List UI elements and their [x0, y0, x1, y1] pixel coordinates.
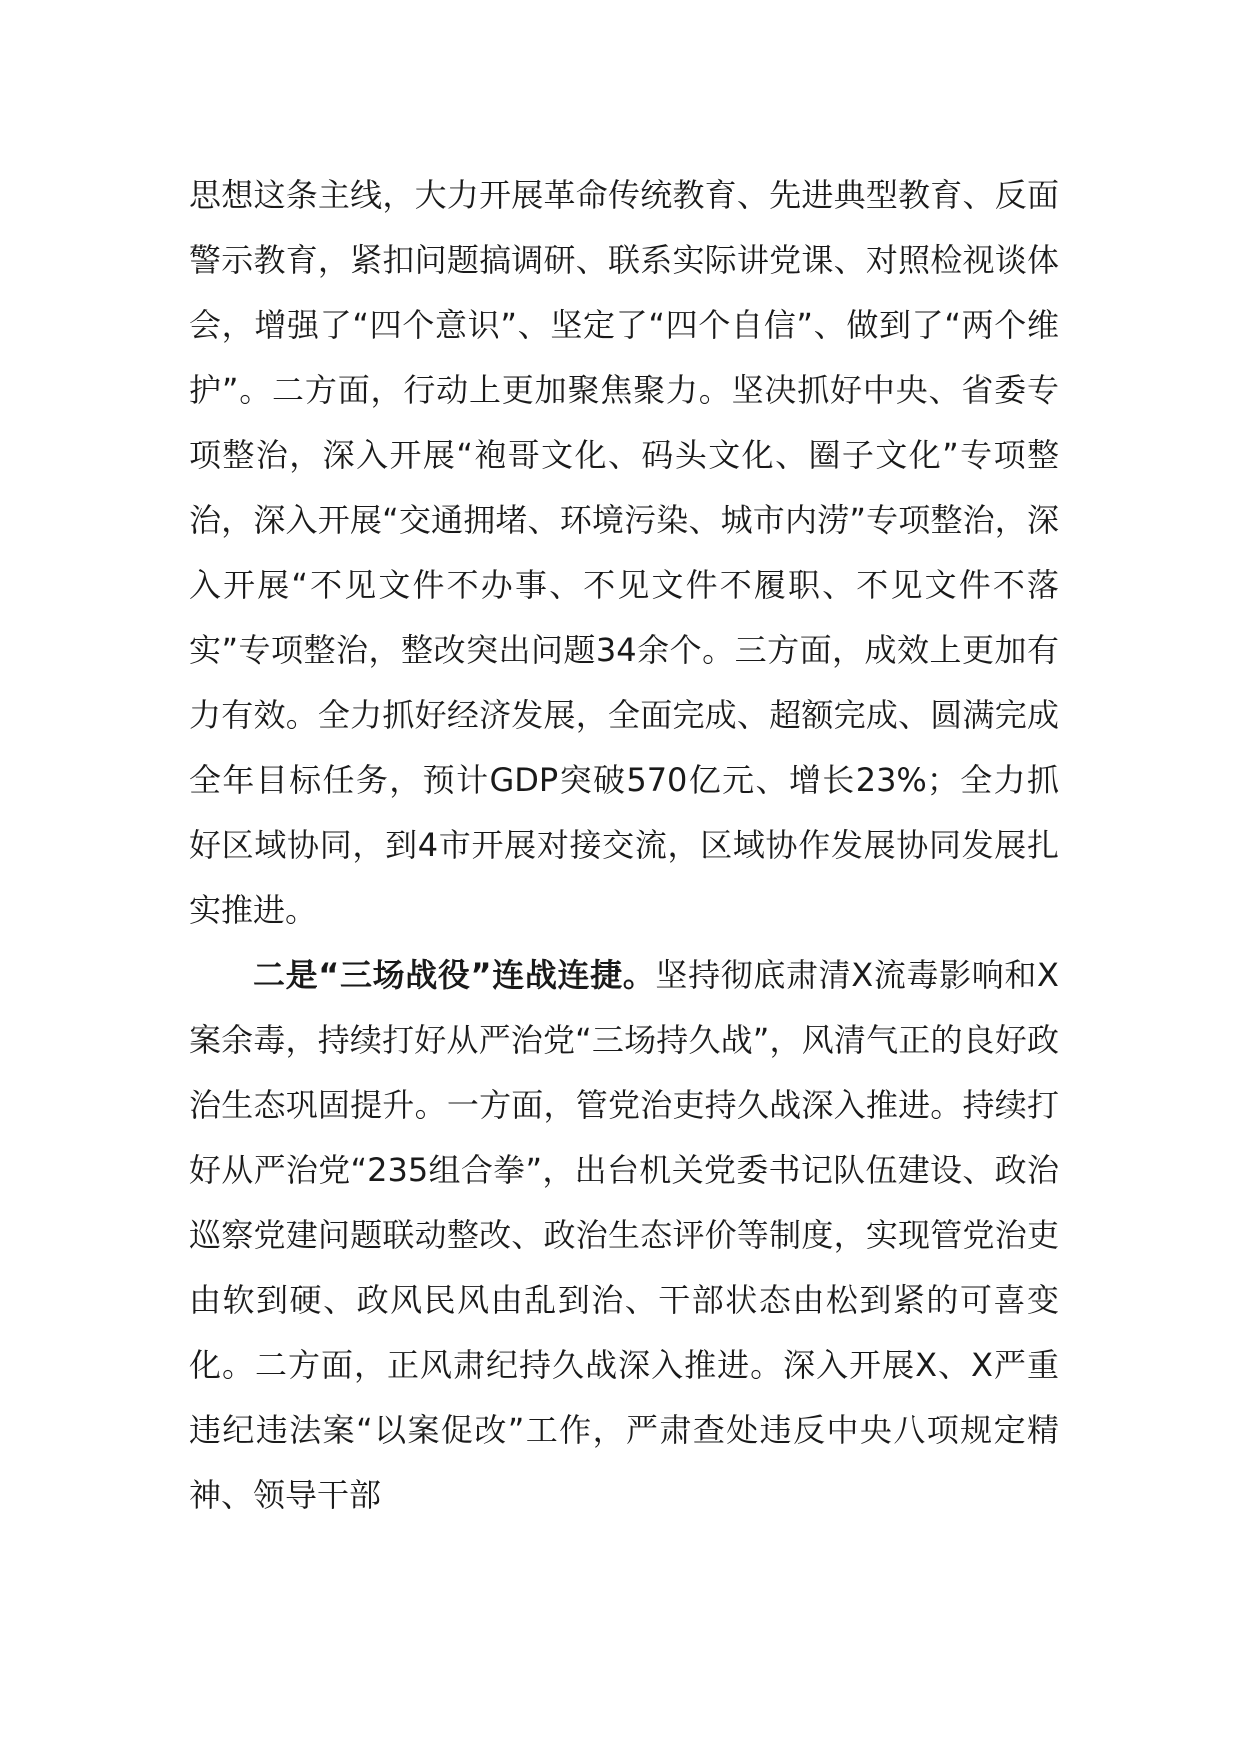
paragraph-2-heading: 二是“三场战役”连战连捷。: [253, 956, 656, 994]
paragraph-2: [189, 943, 1059, 1528]
paragraph-2-body: 坚持彻底肃清X流毒影响和X案余毒，持续打好从严治党“三场持久战”，风清气正的良好政治生态巩固提升。一方面，管党治吏持久战深入推进。持续打好从严治党“235组合拳”，出台机关党委书记队伍建设、政治巡察党建问题联动整改、政治生态评价等制度，实现管党治吏由软到硬、政风民风由乱到治、干部状态由松到紧的可喜变化。二方面，正风肃纪持久战深入推进。深入开展X、X严重违纪违法案“以案促改”工作，严肃查处违反中央八项规定精神、领导干部: [189, 956, 1059, 1514]
document-body: [189, 163, 1059, 1528]
paragraph-1: 思想这条主线，大力开展革命传统教育、先进典型教育、反面警示教育，紧扣问题搞调研、联系实际讲党课、对照检视谈体会，增强了“四个意识”、坚定了“四个自信”、做到了“两个维护”。二方面，行动上更加聚焦聚力。坚决抓好中央、省委专项整治，深入开展“袍哥文化、码头文化、圈子文化”专项整治，深入开展“交通拥堵、环境污染、城市内涝”专项整治，深入开展“不见文件不办事、不见文件不履职、不见文件不落实”专项整治，整改突出问题34余个。三方面，成效上更加有力有效。全力抓好经济发展，全面完成、超额完成、圆满完成全年目标任务，预计GDP突破570亿元、增长23%；全力抓好区域协同，到4市开展对接交流，区域协作发展协同发展扎实推进。: [189, 176, 1059, 929]
